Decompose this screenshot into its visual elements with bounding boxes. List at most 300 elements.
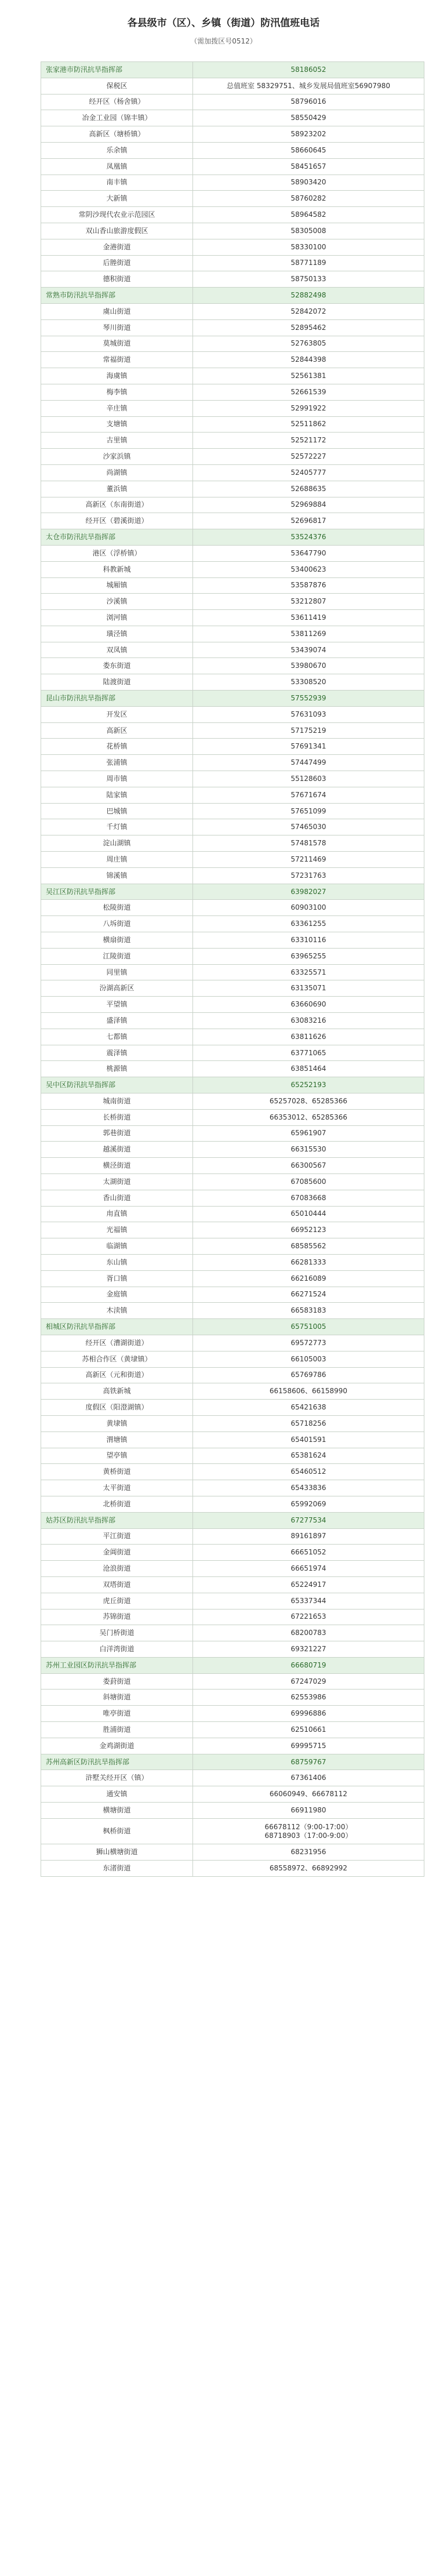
area-name: 斜塘街道 bbox=[41, 1690, 193, 1706]
area-name: 金鸡湖街道 bbox=[41, 1738, 193, 1754]
table-row bbox=[41, 1786, 424, 1803]
phone-number: 65401591 bbox=[193, 1431, 424, 1448]
phone-number: 52696817 bbox=[193, 513, 424, 529]
table-row bbox=[41, 1013, 424, 1029]
table-row bbox=[41, 852, 424, 868]
phone-number: 57552939 bbox=[193, 691, 424, 707]
table-row bbox=[41, 739, 424, 755]
area-name: 梅李镇 bbox=[41, 384, 193, 400]
phone-number: 53611419 bbox=[193, 610, 424, 626]
area-name: 江陵街道 bbox=[41, 948, 193, 964]
area-name: 张浦镇 bbox=[41, 755, 193, 771]
phone-number: 65769786 bbox=[193, 1367, 424, 1383]
area-name: 尚湖镇 bbox=[41, 464, 193, 481]
phone-number: 65421638 bbox=[193, 1400, 424, 1416]
area-name: 经开区（碧溪街道） bbox=[41, 513, 193, 529]
table-row bbox=[41, 1561, 424, 1577]
phone-number: 66911980 bbox=[193, 1803, 424, 1819]
phone-number: 63310116 bbox=[193, 932, 424, 949]
phone-number: 66651052 bbox=[193, 1545, 424, 1561]
phone-number: 67277534 bbox=[193, 1512, 424, 1528]
area-name: 沙溪镇 bbox=[41, 594, 193, 610]
command-name: 太仓市防汛抗旱指挥部 bbox=[41, 529, 193, 546]
table-row bbox=[41, 1528, 424, 1545]
phone-number: 65961907 bbox=[193, 1125, 424, 1142]
table-row bbox=[41, 497, 424, 513]
area-name: 董浜镇 bbox=[41, 481, 193, 497]
phone-number: 63811626 bbox=[193, 1029, 424, 1045]
table-row bbox=[41, 1142, 424, 1158]
area-name: 莫城街道 bbox=[41, 336, 193, 352]
table-row bbox=[41, 1415, 424, 1431]
table-row bbox=[41, 1367, 424, 1383]
phone-number: 53980670 bbox=[193, 658, 424, 674]
area-name: 木渎镇 bbox=[41, 1303, 193, 1319]
phone-number: 52991922 bbox=[193, 400, 424, 416]
table-row bbox=[41, 319, 424, 336]
table-row bbox=[41, 78, 424, 94]
phone-number: 65257028、65285366 bbox=[193, 1093, 424, 1110]
phone-number: 68200783 bbox=[193, 1625, 424, 1641]
area-name: 胜浦街道 bbox=[41, 1722, 193, 1738]
table-row bbox=[41, 1480, 424, 1496]
area-name: 唯亭街道 bbox=[41, 1706, 193, 1722]
table-row bbox=[41, 1545, 424, 1561]
area-name: 后塍街道 bbox=[41, 255, 193, 271]
area-name: 科教新城 bbox=[41, 561, 193, 577]
phone-number: 57691341 bbox=[193, 739, 424, 755]
command-name: 常熟市防汛抗旱指挥部 bbox=[41, 288, 193, 304]
table-row bbox=[41, 948, 424, 964]
page-title: 各县级市（区）、乡镇（街道）防汛值班电话 bbox=[127, 17, 320, 29]
phone-number: 52661539 bbox=[193, 384, 424, 400]
phone-number: 57651099 bbox=[193, 803, 424, 819]
area-name: 黄埭镇 bbox=[41, 1415, 193, 1431]
area-name: 海虞镇 bbox=[41, 368, 193, 384]
area-name: 高新区（元和街道） bbox=[41, 1367, 193, 1383]
phone-number: 65460512 bbox=[193, 1464, 424, 1480]
phone-number: 52405777 bbox=[193, 464, 424, 481]
phone-number: 67085600 bbox=[193, 1173, 424, 1190]
table-row bbox=[41, 207, 424, 223]
table-section-header bbox=[41, 1077, 424, 1093]
area-name: 高新区（塘桥镇） bbox=[41, 126, 193, 143]
table-section-header bbox=[41, 1512, 424, 1528]
phone-number: 65992069 bbox=[193, 1496, 424, 1512]
table-row bbox=[41, 561, 424, 577]
table-row bbox=[41, 1125, 424, 1142]
table-row bbox=[41, 1803, 424, 1819]
phone-number: 63361255 bbox=[193, 916, 424, 932]
area-name: 吴门桥街道 bbox=[41, 1625, 193, 1641]
area-name: 南丰镇 bbox=[41, 175, 193, 191]
table-row bbox=[41, 1158, 424, 1174]
table-row bbox=[41, 1045, 424, 1061]
table-row bbox=[41, 1093, 424, 1110]
phone-number: 62510661 bbox=[193, 1722, 424, 1738]
phone-number: 57211469 bbox=[193, 852, 424, 868]
command-name: 苏州高新区防汛抗旱指挥部 bbox=[41, 1754, 193, 1770]
area-name: 狮山横塘街道 bbox=[41, 1844, 193, 1861]
phone-number: 66105003 bbox=[193, 1351, 424, 1367]
table-row bbox=[41, 1690, 424, 1706]
area-name: 高铁新城 bbox=[41, 1383, 193, 1400]
area-name: 度假区（阳澄湖镇） bbox=[41, 1400, 193, 1416]
phone-number: 65718256 bbox=[193, 1415, 424, 1431]
phone-number: 57671674 bbox=[193, 787, 424, 803]
area-name: 东山镇 bbox=[41, 1254, 193, 1270]
phone-number: 52842072 bbox=[193, 303, 424, 319]
phone-number: 52572227 bbox=[193, 449, 424, 465]
phone-number: 65010444 bbox=[193, 1206, 424, 1222]
table-row bbox=[41, 175, 424, 191]
table-row bbox=[41, 94, 424, 110]
table-row bbox=[41, 755, 424, 771]
area-name: 经开区（漕湖街道） bbox=[41, 1335, 193, 1351]
area-name: 沙家浜镇 bbox=[41, 449, 193, 465]
table-row bbox=[41, 1222, 424, 1238]
phone-number: 52844398 bbox=[193, 352, 424, 368]
area-name: 同里镇 bbox=[41, 964, 193, 980]
phone-number: 66315530 bbox=[193, 1142, 424, 1158]
area-name: 乐余镇 bbox=[41, 142, 193, 158]
area-name: 临湖镇 bbox=[41, 1238, 193, 1255]
phone-number: 66300567 bbox=[193, 1158, 424, 1174]
area-name: 虞山街道 bbox=[41, 303, 193, 319]
table-section-header bbox=[41, 288, 424, 304]
table-row bbox=[41, 964, 424, 980]
table-row bbox=[41, 1448, 424, 1464]
command-name: 姑苏区防汛抗旱指挥部 bbox=[41, 1512, 193, 1528]
phone-number: 58964582 bbox=[193, 207, 424, 223]
table-row bbox=[41, 1270, 424, 1287]
area-name: 璜泾镇 bbox=[41, 626, 193, 642]
area-name: 枫桥街道 bbox=[41, 1818, 193, 1844]
area-name: 汾湖高新区 bbox=[41, 980, 193, 997]
area-name: 琴川街道 bbox=[41, 319, 193, 336]
area-name: 沧浪街道 bbox=[41, 1561, 193, 1577]
phone-number: 57231763 bbox=[193, 867, 424, 884]
area-name: 胥口镇 bbox=[41, 1270, 193, 1287]
table-row bbox=[41, 1109, 424, 1125]
table-row bbox=[41, 1641, 424, 1658]
area-name: 城厢镇 bbox=[41, 577, 193, 594]
phone-number: 58923202 bbox=[193, 126, 424, 143]
phone-number: 66651974 bbox=[193, 1561, 424, 1577]
table-row bbox=[41, 900, 424, 916]
area-name: 陆渡街道 bbox=[41, 674, 193, 691]
table-row bbox=[41, 1844, 424, 1861]
area-name: 金港街道 bbox=[41, 239, 193, 255]
area-name: 金阊街道 bbox=[41, 1545, 193, 1561]
table-row bbox=[41, 368, 424, 384]
table-row bbox=[41, 1673, 424, 1690]
phone-number: 66952123 bbox=[193, 1222, 424, 1238]
table-row bbox=[41, 835, 424, 852]
area-name: 横塘街道 bbox=[41, 1803, 193, 1819]
phone-number: 65433836 bbox=[193, 1480, 424, 1496]
area-name: 横泾街道 bbox=[41, 1158, 193, 1174]
phone-number: 52763805 bbox=[193, 336, 424, 352]
area-name: 常阴沙现代农业示范园区 bbox=[41, 207, 193, 223]
phone-number: 总值班室 58329751、城乡发展局值班室56907980 bbox=[193, 78, 424, 94]
phone-number: 52521172 bbox=[193, 433, 424, 449]
area-name: 太湖街道 bbox=[41, 1173, 193, 1190]
area-name: 越溪街道 bbox=[41, 1142, 193, 1158]
area-name: 周市镇 bbox=[41, 771, 193, 787]
area-name: 渭塘镇 bbox=[41, 1431, 193, 1448]
phone-number: 63325571 bbox=[193, 964, 424, 980]
table-row bbox=[41, 1351, 424, 1367]
phone-number: 69321227 bbox=[193, 1641, 424, 1658]
table-row bbox=[41, 1400, 424, 1416]
table-row bbox=[41, 1818, 424, 1844]
area-name: 城南街道 bbox=[41, 1093, 193, 1110]
phone-number: 58330100 bbox=[193, 239, 424, 255]
area-name: 娄葑街道 bbox=[41, 1673, 193, 1690]
area-name: 太平街道 bbox=[41, 1480, 193, 1496]
table-row bbox=[41, 1609, 424, 1625]
table-row bbox=[41, 1706, 424, 1722]
area-name: 苏锦街道 bbox=[41, 1609, 193, 1625]
phone-number: 63135071 bbox=[193, 980, 424, 997]
area-name: 高新区 bbox=[41, 722, 193, 739]
table-section-header bbox=[41, 884, 424, 900]
table-row bbox=[41, 1464, 424, 1480]
table-row bbox=[41, 1861, 424, 1877]
area-name: 松陵街道 bbox=[41, 900, 193, 916]
area-name: 陆家镇 bbox=[41, 787, 193, 803]
area-name: 凤凰镇 bbox=[41, 158, 193, 175]
area-name: 德积街道 bbox=[41, 271, 193, 288]
table-row bbox=[41, 1576, 424, 1593]
area-name: 保税区 bbox=[41, 78, 193, 94]
area-code-note: （需加拨区号0512） bbox=[190, 37, 257, 45]
table-row bbox=[41, 1722, 424, 1738]
phone-number: 53587876 bbox=[193, 577, 424, 594]
area-name: 锦溪镇 bbox=[41, 867, 193, 884]
table-row bbox=[41, 706, 424, 722]
table-row bbox=[41, 771, 424, 787]
table-row bbox=[41, 416, 424, 433]
phone-number: 68558972、66892992 bbox=[193, 1861, 424, 1877]
area-name: 娄东街道 bbox=[41, 658, 193, 674]
phone-number: 53811269 bbox=[193, 626, 424, 642]
phone-number: 52969884 bbox=[193, 497, 424, 513]
table-row bbox=[41, 1738, 424, 1754]
table-row bbox=[41, 1254, 424, 1270]
phone-number: 58903420 bbox=[193, 175, 424, 191]
area-name: 郭巷街道 bbox=[41, 1125, 193, 1142]
phone-number: 66158606、66158990 bbox=[193, 1383, 424, 1400]
table-row bbox=[41, 867, 424, 884]
phone-number: 63660690 bbox=[193, 997, 424, 1013]
table-row bbox=[41, 255, 424, 271]
table-section-header bbox=[41, 62, 424, 78]
table-row bbox=[41, 433, 424, 449]
area-name: 大新镇 bbox=[41, 191, 193, 207]
table-row bbox=[41, 400, 424, 416]
phone-number: 69995715 bbox=[193, 1738, 424, 1754]
table-row bbox=[41, 722, 424, 739]
table-row bbox=[41, 352, 424, 368]
phone-number: 57465030 bbox=[193, 819, 424, 835]
table-row bbox=[41, 1238, 424, 1255]
area-name: 港区（浮桥镇） bbox=[41, 545, 193, 561]
table-row bbox=[41, 336, 424, 352]
phone-number: 58305008 bbox=[193, 223, 424, 239]
phone-number: 69572773 bbox=[193, 1335, 424, 1351]
phone-number: 63083216 bbox=[193, 1013, 424, 1029]
phone-number: 66353012、65285366 bbox=[193, 1109, 424, 1125]
table-row bbox=[41, 1287, 424, 1303]
table-row bbox=[41, 916, 424, 932]
table-row bbox=[41, 481, 424, 497]
table-row bbox=[41, 1496, 424, 1512]
phone-number: 68585562 bbox=[193, 1238, 424, 1255]
phone-number: 60903100 bbox=[193, 900, 424, 916]
area-name: 平望镇 bbox=[41, 997, 193, 1013]
area-name: 经开区（杨舍镇） bbox=[41, 94, 193, 110]
area-name: 八坼街道 bbox=[41, 916, 193, 932]
area-name: 苏相合作区（黄埭镇） bbox=[41, 1351, 193, 1367]
area-name: 双山香山旅游度假区 bbox=[41, 223, 193, 239]
table-row bbox=[41, 1173, 424, 1190]
phone-number: 52688635 bbox=[193, 481, 424, 497]
phone-number: 52511862 bbox=[193, 416, 424, 433]
table-row bbox=[41, 594, 424, 610]
table-row bbox=[41, 658, 424, 674]
area-name: 辛庄镇 bbox=[41, 400, 193, 416]
area-name: 花桥镇 bbox=[41, 739, 193, 755]
phone-number: 58186052 bbox=[193, 62, 424, 78]
table-row bbox=[41, 545, 424, 561]
table-row bbox=[41, 223, 424, 239]
area-name: 望亭镇 bbox=[41, 1448, 193, 1464]
phone-number: 67247029 bbox=[193, 1673, 424, 1690]
phone-number: 57447499 bbox=[193, 755, 424, 771]
area-name: 双塔街道 bbox=[41, 1576, 193, 1593]
area-name: 北桥街道 bbox=[41, 1496, 193, 1512]
phone-number: 53308520 bbox=[193, 674, 424, 691]
area-name: 虎丘街道 bbox=[41, 1593, 193, 1609]
table-row bbox=[41, 997, 424, 1013]
phone-number: 66271524 bbox=[193, 1287, 424, 1303]
table-row bbox=[41, 980, 424, 997]
area-name: 香山街道 bbox=[41, 1190, 193, 1206]
area-name: 横扇街道 bbox=[41, 932, 193, 949]
phone-number: 66216089 bbox=[193, 1270, 424, 1287]
area-name: 通安镇 bbox=[41, 1786, 193, 1803]
phone-number: 52882498 bbox=[193, 288, 424, 304]
area-name: 白洋湾街道 bbox=[41, 1641, 193, 1658]
phone-number: 53524376 bbox=[193, 529, 424, 546]
table-row bbox=[41, 1625, 424, 1641]
table-row bbox=[41, 449, 424, 465]
area-name: 东渚街道 bbox=[41, 1861, 193, 1877]
area-name: 淀山湖镇 bbox=[41, 835, 193, 852]
phone-number: 53400623 bbox=[193, 561, 424, 577]
command-name: 张家港市防汛抗旱指挥部 bbox=[41, 62, 193, 78]
phone-number: 65751005 bbox=[193, 1319, 424, 1335]
phone-number: 52895462 bbox=[193, 319, 424, 336]
phone-number: 52561381 bbox=[193, 368, 424, 384]
phone-number: 68231956 bbox=[193, 1844, 424, 1861]
table-section-header bbox=[41, 529, 424, 546]
table-row bbox=[41, 1383, 424, 1400]
phone-number: 63982027 bbox=[193, 884, 424, 900]
area-name: 高新区（东南街道） bbox=[41, 497, 193, 513]
phone-number: 66680719 bbox=[193, 1657, 424, 1673]
phone-number: 65337344 bbox=[193, 1593, 424, 1609]
area-name: 桃源镇 bbox=[41, 1061, 193, 1077]
table-row bbox=[41, 142, 424, 158]
table-row bbox=[41, 626, 424, 642]
area-name: 冶金工业园（锦丰镇） bbox=[41, 110, 193, 126]
table-row bbox=[41, 819, 424, 835]
table-section-header bbox=[41, 691, 424, 707]
area-name: 千灯镇 bbox=[41, 819, 193, 835]
table-row bbox=[41, 384, 424, 400]
table-row bbox=[41, 191, 424, 207]
phone-number: 58451657 bbox=[193, 158, 424, 175]
table-row bbox=[41, 803, 424, 819]
table-row bbox=[41, 1593, 424, 1609]
area-name: 巴城镇 bbox=[41, 803, 193, 819]
area-name: 七都镇 bbox=[41, 1029, 193, 1045]
phone-number: 66678112（9:00-17:00） 68718903（17:00-9:00） bbox=[193, 1818, 424, 1844]
table-row bbox=[41, 1303, 424, 1319]
area-name: 震泽镇 bbox=[41, 1045, 193, 1061]
table-row bbox=[41, 513, 424, 529]
table-row bbox=[41, 158, 424, 175]
table-row bbox=[41, 239, 424, 255]
phone-number: 57175219 bbox=[193, 722, 424, 739]
contact-table bbox=[41, 61, 424, 1877]
phone-number: 63771065 bbox=[193, 1045, 424, 1061]
area-name: 长桥街道 bbox=[41, 1109, 193, 1125]
area-name: 盛泽镇 bbox=[41, 1013, 193, 1029]
table-row bbox=[41, 674, 424, 691]
table-row bbox=[41, 1206, 424, 1222]
area-name: 开发区 bbox=[41, 706, 193, 722]
phone-number: 55128603 bbox=[193, 771, 424, 787]
table-row bbox=[41, 303, 424, 319]
phone-number: 58750133 bbox=[193, 271, 424, 288]
phone-number: 57631093 bbox=[193, 706, 424, 722]
area-name: 浒墅关经开区（镇） bbox=[41, 1770, 193, 1786]
phone-number: 68759767 bbox=[193, 1754, 424, 1770]
command-name: 吴江区防汛抗旱指挥部 bbox=[41, 884, 193, 900]
phone-number: 69996886 bbox=[193, 1706, 424, 1722]
phone-number: 65224917 bbox=[193, 1576, 424, 1593]
table-row bbox=[41, 1029, 424, 1045]
phone-number: 67221653 bbox=[193, 1609, 424, 1625]
table-row bbox=[41, 464, 424, 481]
phone-number: 65381624 bbox=[193, 1448, 424, 1464]
phone-number: 65252193 bbox=[193, 1077, 424, 1093]
phone-number: 58550429 bbox=[193, 110, 424, 126]
table-row bbox=[41, 577, 424, 594]
table-row bbox=[41, 610, 424, 626]
table-row bbox=[41, 110, 424, 126]
table-section-header bbox=[41, 1657, 424, 1673]
area-name: 古里镇 bbox=[41, 433, 193, 449]
phone-number: 63965255 bbox=[193, 948, 424, 964]
phone-number: 66583183 bbox=[193, 1303, 424, 1319]
phone-number: 53439074 bbox=[193, 642, 424, 658]
phone-number: 67361406 bbox=[193, 1770, 424, 1786]
